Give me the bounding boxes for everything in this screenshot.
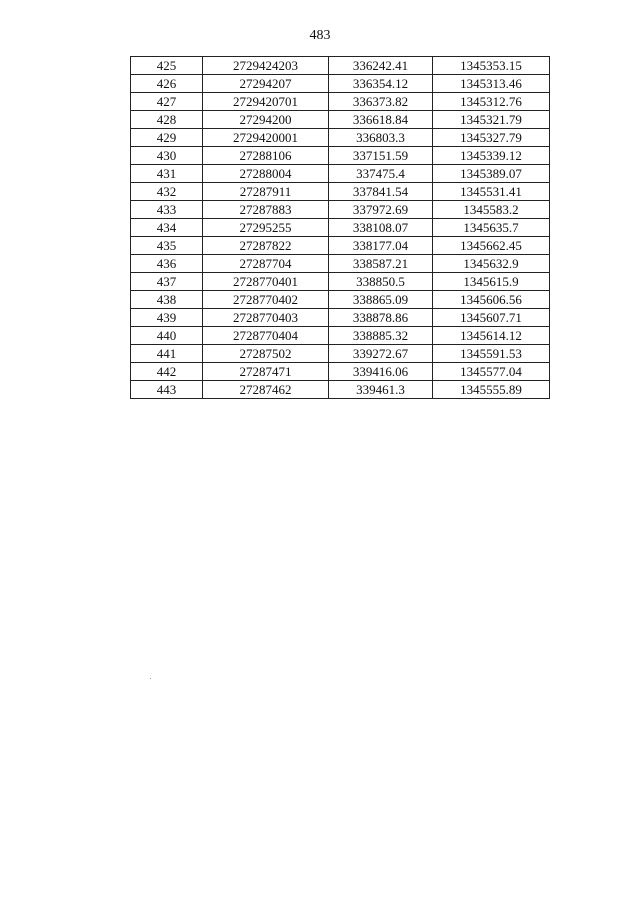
x-coordinate-cell: 339272.67 — [329, 345, 433, 363]
x-coordinate-cell: 336242.41 — [329, 57, 433, 75]
y-coordinate-cell: 1345606.56 — [433, 291, 550, 309]
point-number-cell: 439 — [131, 309, 203, 327]
y-coordinate-cell: 1345583.2 — [433, 201, 550, 219]
point-id-cell: 2728770403 — [203, 309, 329, 327]
table-row — [131, 327, 550, 345]
point-id-cell: 2729420701 — [203, 93, 329, 111]
point-id-cell: 27294200 — [203, 111, 329, 129]
y-coordinate-cell: 1345632.9 — [433, 255, 550, 273]
table-row — [131, 291, 550, 309]
point-id-cell: 2728770401 — [203, 273, 329, 291]
table-row — [131, 363, 550, 381]
point-number-cell: 427 — [131, 93, 203, 111]
table-row — [131, 129, 550, 147]
y-coordinate-cell: 1345577.04 — [433, 363, 550, 381]
point-number-cell: 442 — [131, 363, 203, 381]
table-row — [131, 75, 550, 93]
y-coordinate-cell: 1345531.41 — [433, 183, 550, 201]
point-number-cell: 432 — [131, 183, 203, 201]
y-coordinate-cell: 1345591.53 — [433, 345, 550, 363]
point-id-cell: 27287502 — [203, 345, 329, 363]
point-id-cell: 2728770404 — [203, 327, 329, 345]
point-id-cell: 2728770402 — [203, 291, 329, 309]
point-id-cell: 2729424203 — [203, 57, 329, 75]
y-coordinate-cell: 1345313.46 — [433, 75, 550, 93]
x-coordinate-cell: 338865.09 — [329, 291, 433, 309]
x-coordinate-cell: 338177.04 — [329, 237, 433, 255]
y-coordinate-cell: 1345339.12 — [433, 147, 550, 165]
table-row — [131, 381, 550, 399]
point-number-cell: 429 — [131, 129, 203, 147]
x-coordinate-cell: 338850.5 — [329, 273, 433, 291]
y-coordinate-cell: 1345635.7 — [433, 219, 550, 237]
x-coordinate-cell: 336803.3 — [329, 129, 433, 147]
y-coordinate-cell: 1345321.79 — [433, 111, 550, 129]
point-id-cell: 27287911 — [203, 183, 329, 201]
point-number-cell: 430 — [131, 147, 203, 165]
point-id-cell: 2729420001 — [203, 129, 329, 147]
point-number-cell: 438 — [131, 291, 203, 309]
y-coordinate-cell: 1345614.12 — [433, 327, 550, 345]
point-id-cell: 27287822 — [203, 237, 329, 255]
table-row — [131, 237, 550, 255]
y-coordinate-cell: 1345615.9 — [433, 273, 550, 291]
point-id-cell: 27287462 — [203, 381, 329, 399]
x-coordinate-cell: 337475.4 — [329, 165, 433, 183]
point-id-cell: 27287704 — [203, 255, 329, 273]
table-row — [131, 147, 550, 165]
x-coordinate-cell: 338885.32 — [329, 327, 433, 345]
x-coordinate-cell: 338587.21 — [329, 255, 433, 273]
point-number-cell: 434 — [131, 219, 203, 237]
table-row — [131, 255, 550, 273]
table-row — [131, 93, 550, 111]
point-number-cell: 443 — [131, 381, 203, 399]
x-coordinate-cell: 337972.69 — [329, 201, 433, 219]
table-row — [131, 201, 550, 219]
x-coordinate-cell: 337151.59 — [329, 147, 433, 165]
table-row — [131, 345, 550, 363]
point-id-cell: 27287471 — [203, 363, 329, 381]
y-coordinate-cell: 1345389.07 — [433, 165, 550, 183]
y-coordinate-cell: 1345555.89 — [433, 381, 550, 399]
point-number-cell: 433 — [131, 201, 203, 219]
table-row — [131, 183, 550, 201]
table-row — [131, 309, 550, 327]
y-coordinate-cell: 1345353.15 — [433, 57, 550, 75]
point-number-cell: 441 — [131, 345, 203, 363]
x-coordinate-cell: 339461.3 — [329, 381, 433, 399]
y-coordinate-cell: 1345607.71 — [433, 309, 550, 327]
page-number: 483 — [309, 28, 331, 43]
x-coordinate-cell: 336354.12 — [329, 75, 433, 93]
y-coordinate-cell: 1345662.45 — [433, 237, 550, 255]
point-id-cell: 27288106 — [203, 147, 329, 165]
point-number-cell: 437 — [131, 273, 203, 291]
point-id-cell: 27294207 — [203, 75, 329, 93]
table-row — [131, 273, 550, 291]
x-coordinate-cell: 337841.54 — [329, 183, 433, 201]
table-row — [131, 165, 550, 183]
x-coordinate-cell: 336373.82 — [329, 93, 433, 111]
point-id-cell: 27288004 — [203, 165, 329, 183]
table-row — [131, 219, 550, 237]
scan-speck — [150, 678, 151, 679]
point-id-cell: 27295255 — [203, 219, 329, 237]
point-number-cell: 440 — [131, 327, 203, 345]
y-coordinate-cell: 1345327.79 — [433, 129, 550, 147]
table-row — [131, 57, 550, 75]
point-number-cell: 436 — [131, 255, 203, 273]
point-id-cell: 27287883 — [203, 201, 329, 219]
x-coordinate-cell: 339416.06 — [329, 363, 433, 381]
x-coordinate-cell: 338878.86 — [329, 309, 433, 327]
point-number-cell: 428 — [131, 111, 203, 129]
table-row — [131, 111, 550, 129]
table-body — [131, 57, 550, 399]
x-coordinate-cell: 338108.07 — [329, 219, 433, 237]
x-coordinate-cell: 336618.84 — [329, 111, 433, 129]
point-number-cell: 431 — [131, 165, 203, 183]
point-number-cell: 426 — [131, 75, 203, 93]
y-coordinate-cell: 1345312.76 — [433, 93, 550, 111]
point-number-cell: 425 — [131, 57, 203, 75]
coordinates-table — [130, 56, 550, 399]
point-number-cell: 435 — [131, 237, 203, 255]
